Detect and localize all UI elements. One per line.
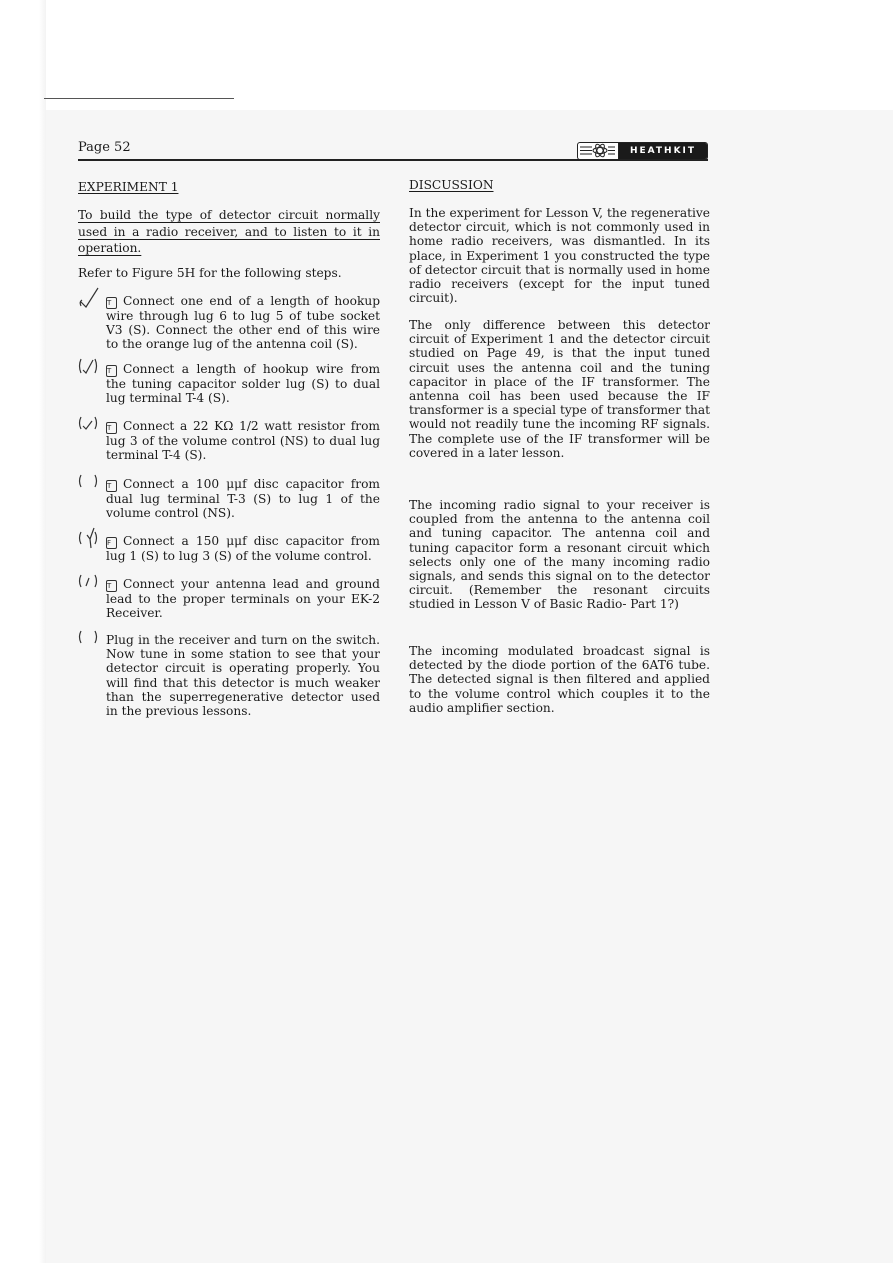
- page-number: Page 52: [78, 140, 131, 155]
- experiment-objective: To build the type of detector circuit normally used in a radio receiver, and to listen to it in operation.: [78, 208, 380, 256]
- discussion-heading: DISCUSSION: [409, 178, 494, 192]
- step-4-text: Connect a 100 μμf disc capacitor from dual lug terminal T-3 (S) to lug 1 of the volume control (NS).: [106, 477, 380, 521]
- step-6: [78, 577, 380, 620]
- step-4-badge: T: [106, 480, 117, 492]
- atom-logo-icon: [578, 143, 619, 159]
- step-7-checkbox[interactable]: [78, 633, 104, 649]
- step-5-badge: F: [106, 537, 117, 549]
- step-2: [78, 362, 380, 405]
- step-3: [78, 419, 380, 462]
- step-4-checkbox[interactable]: [78, 477, 104, 493]
- experiment-heading: EXPERIMENT 1: [78, 180, 179, 194]
- step-1-checkbox[interactable]: [78, 294, 104, 310]
- discussion-paragraph-1: In the experiment for Lesson V, the regenerative detector circuit, which is not commonly used in home radio receivers, was dismantled. In its place, in Experiment 1 you constructed the type of detector circuit that is normally used in home radio receivers (except for the input tuned circuit).: [409, 206, 710, 306]
- step-3-badge: T: [106, 422, 117, 434]
- heathkit-logo: [577, 142, 708, 160]
- discussion-paragraph-3: The incoming radio signal to your receiver is coupled from the antenna to the antenna coil and tuning capacitor. The antenna coil and tuning capacitor form a resonant circuit which selects only one of the many incoming radio signals, and sends this signal on to the detector circuit. (Remember the resonant circuits studied in Lesson V of Basic Radio- Part 1?): [409, 498, 710, 612]
- intro-text: Refer to Figure 5H for the following steps.: [78, 266, 342, 280]
- step-7: [78, 633, 380, 718]
- scan-margin: [0, 0, 46, 1263]
- step-1-badge: T: [106, 297, 117, 309]
- step-6-badge: T: [106, 580, 117, 592]
- step-1-text: Connect one end of a length of hookup wire through lug 6 to lug 5 of tube socket V3 (S). Connect the other end of this wire to the orange lug of the antenna coil (S).: [106, 294, 380, 352]
- brand-name: HEATHKIT: [619, 143, 707, 159]
- step-5-text: Connect a 150 μμf disc capacitor from lug 1 (S) to lug 3 (S) of the volume control.: [106, 534, 380, 563]
- step-5: [78, 534, 380, 563]
- step-5-checkbox[interactable]: [78, 534, 104, 550]
- step-2-checkbox[interactable]: [78, 362, 104, 378]
- top-rule: [44, 98, 234, 99]
- step-2-text: Connect a length of hookup wire from the tuning capacitor solder lug (S) to dual lug terminal T-4 (S).: [106, 362, 380, 406]
- step-3-checkbox[interactable]: [78, 419, 104, 435]
- step-2-badge: T: [106, 365, 117, 377]
- discussion-paragraph-4: The incoming modulated broadcast signal is detected by the diode portion of the 6AT6 tube. The detected signal is then filtered and applied to the volume control which couples it to the audio amplifier section.: [409, 644, 710, 715]
- step-6-text: Connect your antenna lead and ground lead to the proper terminals on your EK-2 Receiver.: [106, 577, 380, 621]
- step-3-text: Connect a 22 KΩ 1/2 watt resistor from lug 3 of the volume control (NS) to dual lug terminal T-4 (S).: [106, 419, 380, 463]
- step-1: [78, 294, 380, 352]
- step-7-text: Plug in the receiver and turn on the switch. Now tune in some station to see that your detector circuit is operating properly. You will find that this detector is much weaker than the superregenerative detector used in the previous lessons.: [106, 633, 380, 719]
- discussion-paragraph-2: The only difference between this detector circuit of Experiment 1 and the detector circuit studied on Page 49, is that the input tuned circuit uses the antenna coil and the tuning capacitor in place of the IF transformer. The antenna coil has been used because the IF transformer is a special type of transformer that would not readily tune the incoming RF signals. The complete use of the IF transformer will be covered in a later lesson.: [409, 318, 710, 460]
- step-6-checkbox[interactable]: [78, 577, 104, 593]
- step-4: [78, 477, 380, 520]
